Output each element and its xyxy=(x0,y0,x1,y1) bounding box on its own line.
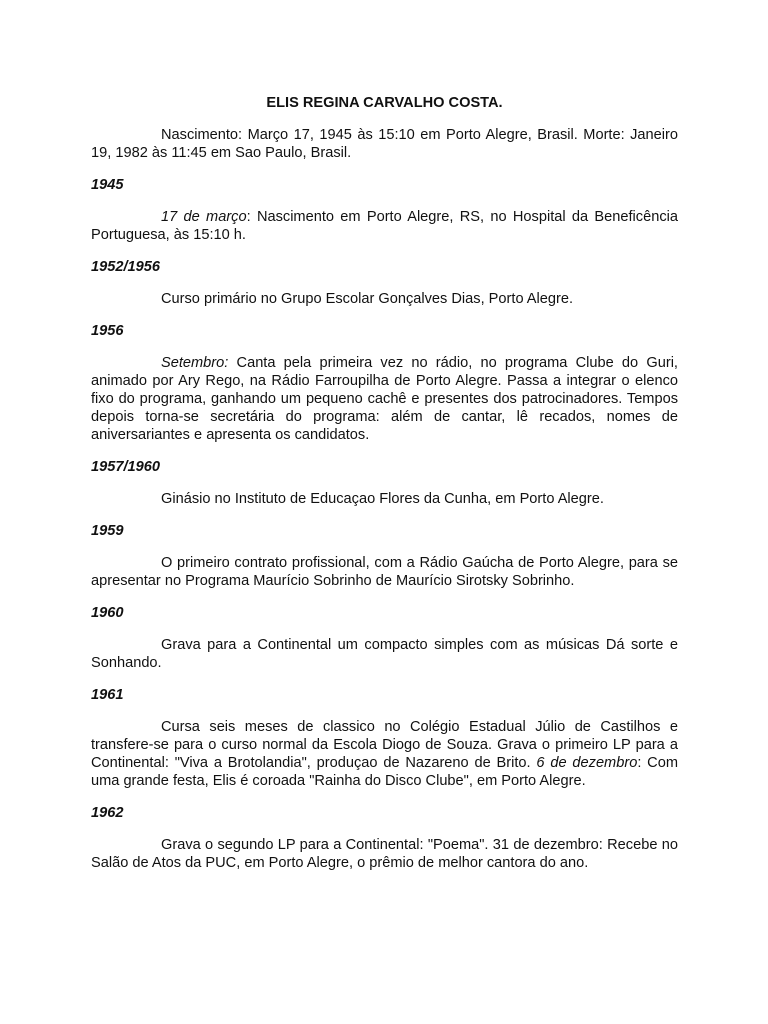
entry-paragraph: Grava o segundo LP para a Continental: "Poema". 31 de dezembro: Recebe no Salão de Atos da PUC, em Porto Alegre, o prêmio de melhor cantora do ano. xyxy=(91,837,678,871)
entry-mid-lead: 6 de dezembro xyxy=(536,755,638,771)
entry-paragraph xyxy=(91,718,678,790)
entry-text: Cursa seis meses de classico no Colégio Estadual Júlio de Castilhos e transfere-se para o curso normal da Escola Diogo de Souza. Grava o primeiro LP para a Continental: "Viva a Brotolandia", produçao de Nazareno de Brito. xyxy=(91,719,678,771)
year-heading: 1952/1956 xyxy=(91,259,160,275)
entry-paragraph: O primeiro contrato profissional, com a Rádio Gaúcha de Porto Alegre, para se apresentar no Programa Maurício Sobrinho de Maurício Sirotsky Sobrinho. xyxy=(91,555,678,589)
entry-paragraph: Ginásio no Instituto de Educaçao Flores da Cunha, em Porto Alegre. xyxy=(161,491,604,507)
entry-text: Canta pela primeira vez no rádio, no programa Clube do Guri, animado por Ary Rego, na Rádio Farroupilha de Porto Alegre. Passa a integrar o elenco fixo do programa, ganhando um pequeno cachê e presentes dos patrocinadores. Tempos depois torna-se secretária do programa: além de cantar, lê recados, nomes de aniversariantes e apresenta os candidatos. xyxy=(91,355,678,443)
entry-paragraph: Curso primário no Grupo Escolar Gonçalves Dias, Porto Alegre. xyxy=(161,291,574,307)
entry-lead: Setembro: xyxy=(161,355,229,371)
entry-paragraph xyxy=(91,208,678,244)
year-heading: 1959 xyxy=(91,523,124,539)
entry-lead: 17 de março xyxy=(161,209,247,225)
year-heading: 1960 xyxy=(91,605,124,621)
entry-text: : Nascimento em Porto Alegre, RS, no Hospital da Beneficência Portuguesa, às 15:10 h. xyxy=(91,209,678,243)
document-page xyxy=(91,94,678,872)
entry-tail: : Com uma grande festa, Elis é coroada "Rainha do Disco Clube", em Porto Alegre. xyxy=(91,755,678,789)
document-title: ELIS REGINA CARVALHO COSTA. xyxy=(266,95,503,111)
year-heading: 1962 xyxy=(91,805,124,821)
entry-paragraph xyxy=(91,354,678,444)
entry-paragraph: Grava para a Continental um compacto simples com as músicas Dá sorte e Sonhando. xyxy=(91,637,678,671)
year-heading: 1956 xyxy=(91,323,124,339)
year-heading: 1945 xyxy=(91,177,124,193)
intro-paragraph: Nascimento: Março 17, 1945 às 15:10 em Porto Alegre, Brasil. Morte: Janeiro 19, 1982 às 11:45 em Sao Paulo, Brasil. xyxy=(91,127,678,161)
year-heading: 1957/1960 xyxy=(91,459,160,475)
year-heading: 1961 xyxy=(91,687,124,703)
